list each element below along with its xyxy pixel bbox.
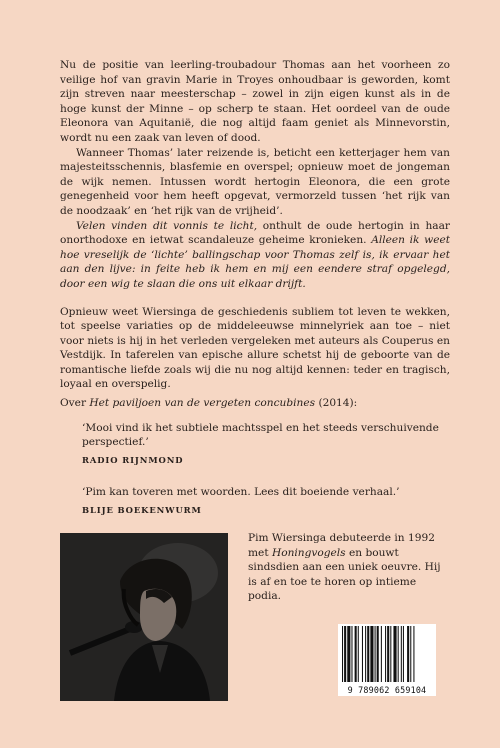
barcode-bar [410,626,411,682]
barcode-bar [413,626,414,682]
blurb-paragraph-1: Nu de positie van leerling-troubadour Thomas aan het voorheen zo veilige hof van gravin Marie in Troyes onhoudbaar is geworden, komt zijn streven naar meesterschap – zowel in zijn eigen kunst als in de hoge kunst der Minne – op scherp te staan. Het oordeel van de oude Eleonora van Aquitanië, die nog altijd faam geniet als Minnevorstin, wordt nu een zaak van leven of dood. [60,59,450,144]
reviews-section [60,396,450,536]
bio-text-prefix: Pim Wiersinga debuteerde in 1992 met [248,532,435,559]
bio-book-title: Honingvogels [271,546,346,559]
barcode-bar [362,626,363,682]
blurb-italic-quote-2: Alleen ik weet hoe vreselijk de ‘lichte’ ballingschap voor Thomas zelf is, ik ervaar het aan den lijve: in feite heb ik hem en mij een eendere straf opgelegd, door een wig te slaan die ons uit elkaar drijft. [60,234,450,290]
barcode-bar [393,626,396,682]
barcode-bar [375,626,376,682]
barcode-bar [344,626,346,682]
review-quote [82,485,450,517]
barcode-bar [355,626,357,682]
review-quote [82,421,450,468]
reviews-intro-suffix: (2014): [315,397,358,409]
author-photo-illustration [60,533,228,701]
blurb-paragraph-2: Wanneer Thomas’ later reizende is, beticht een ketterjager hem van majesteitsschennis, blasfemie en overspel; opnieuw moet de jongeman de wijk nemen. Intussen wordt hertogin Eleonora, die een grote genegenheid voor hem heeft opgevat, vermorzeld tussen ‘het rijk van de noodzaak’ en ‘het rijk van de vrijheid’. [60,146,450,217]
blurb-paragraph-4: Opnieuw weet Wiersinga de geschiedenis subliem tot leven te wekken, tot speelse variaties op de middeleeuwse minnelyriek aan toe – niet voor niets is hij in het verleden vergeleken met auteurs als Couperus en Vestdijk. In taferelen van epische allure schetst hij de geboorte van de romantische liefde zoals wij die nu nog altijd kennen: teder en tragisch, loyaal en overspelig. [60,305,450,391]
barcode-bar [377,626,379,682]
barcode-bar [403,626,404,682]
barcode-bar [407,626,409,682]
barcode-bar [401,626,402,682]
barcode-bar [398,626,399,682]
barcode-bar [347,626,350,682]
blurb-italic-quote-1: Velen vinden dit vonnis te licht, [76,219,258,232]
isbn-barcode [338,624,436,696]
bio-text-suffix: en bouwt sindsdien aan een uniek oeuvre. Hij is af en toe te horen op intieme podia. [248,546,441,603]
barcode-bar [358,626,359,682]
review-source: BLIJE BOEKENWURM [82,504,202,515]
reviews-intro [60,396,450,411]
barcode-bar [365,626,366,682]
author-bio [248,531,448,604]
barcode-bar [351,626,352,682]
barcode-bar [387,626,389,682]
isbn-number: 9 789062 659104 [347,685,427,695]
author-photo [60,533,228,701]
review-source: RADIO RIJNMOND [82,454,184,465]
barcode-bar [381,626,382,682]
barcode-bar [385,626,386,682]
reviews-intro-prefix: Over [60,397,90,409]
blurb-paragraph-3 [60,219,450,292]
blurb-text [60,58,450,392]
barcode-bar [370,626,373,682]
review-text: ‘Mooi vind ik het subtiele machtsspel en het steeds verschuivende perspectief.’ [82,421,439,449]
barcode-bars [338,624,436,684]
review-text: ‘Pim kan toveren met woorden. Lees dit boeiende verhaal.’ [82,486,400,499]
blurb-normal-text: onthult de oude hertogin in haar onorthodoxe en ietwat scandaleuze geheime kronieken. [60,219,450,247]
barcode-bar [390,626,391,682]
barcode-bar [342,626,343,682]
reviews-intro-title: Het paviljoen van de vergeten concubines [89,397,316,409]
barcode-bar [367,626,369,682]
